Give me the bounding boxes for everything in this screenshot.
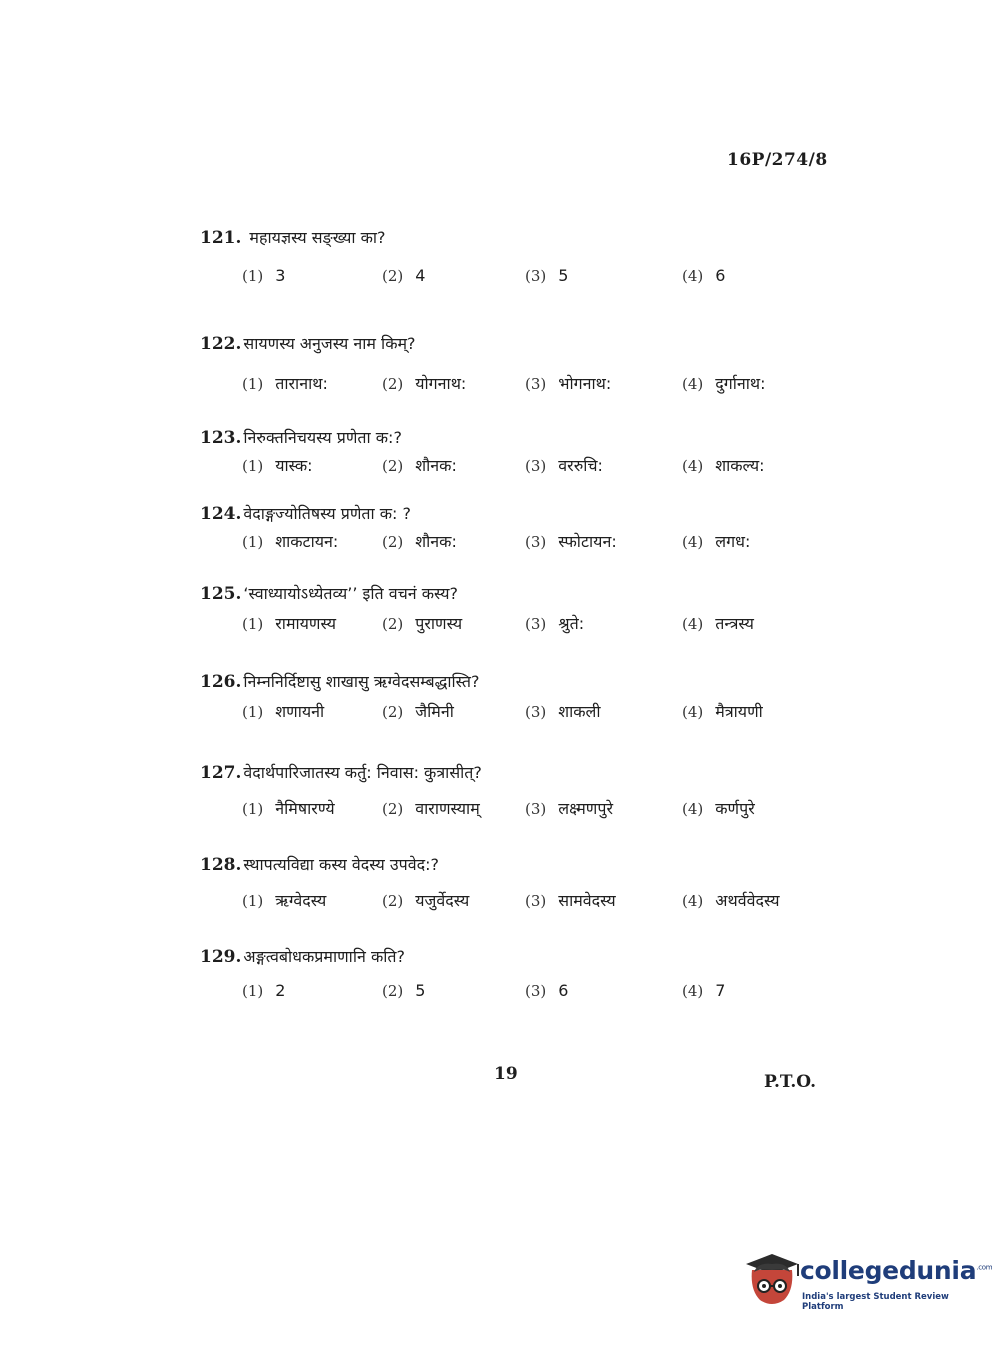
option-3: (3) 5 <box>525 266 569 285</box>
options <box>200 266 840 290</box>
option-2: (2) पुराणस्य <box>382 614 463 633</box>
option-3: (3) श्रुते: <box>525 614 585 633</box>
question-number: 126. <box>200 672 242 692</box>
options <box>200 530 840 554</box>
option-2: (2) यजुर्वेदस्य <box>382 891 470 910</box>
option-4: (4) लगध: <box>682 532 751 551</box>
option-3: (3) वररुचि: <box>525 456 603 475</box>
question-number: 129. <box>200 947 242 967</box>
paper-code: 16P/274/8 <box>727 150 828 170</box>
option-3: (3) सामवेदस्य <box>525 891 616 910</box>
option-1: (1) तारानाथ: <box>242 374 328 393</box>
options <box>200 889 840 913</box>
question-text: ‘स्वाध्यायोऽध्येतव्य’’ इति वचनं कस्य? <box>243 584 459 603</box>
option-2: (2) 5 <box>382 981 426 1000</box>
pto-label: P.T.O. <box>764 1072 816 1092</box>
question-121 <box>200 226 840 290</box>
option-3: (3) स्फोटायन: <box>525 532 617 551</box>
option-4: (4) 7 <box>682 981 726 1000</box>
options <box>200 454 840 478</box>
options <box>200 612 840 636</box>
question-text: वेदार्थपारिजातस्य कर्तु: निवास: कुत्रासीत्? <box>243 763 482 782</box>
question-text: सायणस्य अनुजस्य नाम किम्? <box>243 334 416 353</box>
option-4: (4) शाकल्य: <box>682 456 765 475</box>
question-text: वेदाङ्गज्योतिषस्य प्रणेता क: ? <box>243 504 412 523</box>
logo-wordmark: collegedunia <box>800 1256 977 1285</box>
option-2: (2) शौनक: <box>382 532 457 551</box>
question-125 <box>200 582 840 636</box>
option-3: (3) शाकली <box>525 702 601 721</box>
question-128 <box>200 853 840 913</box>
option-1: (1) शणायनी <box>242 702 325 721</box>
question-123 <box>200 426 840 478</box>
option-1: (1) शाकटायन: <box>242 532 339 551</box>
option-1: (1) 3 <box>242 266 286 285</box>
question-text: महायज्ञस्य सङ्ख्या का? <box>249 228 386 247</box>
option-1: (1) ऋग्वेदस्य <box>242 891 327 910</box>
logo-tm: .com <box>976 1263 993 1272</box>
options <box>200 981 840 1005</box>
options <box>200 372 840 396</box>
option-4: (4) तन्त्रस्य <box>682 614 754 633</box>
option-4: (4) 6 <box>682 266 726 285</box>
question-number: 122. <box>200 334 242 354</box>
option-4: (4) कर्णपुरे <box>682 799 755 818</box>
question-number: 123. <box>200 428 242 448</box>
question-text: निम्ननिर्दिष्टासु शाखासु ऋग्वेदसम्बद्धास्ति? <box>243 672 480 691</box>
question-124 <box>200 502 840 554</box>
question-text: निरुक्तनिचयस्य प्रणेता क:? <box>243 428 402 447</box>
question-number: 124. <box>200 504 242 524</box>
option-4: (4) मैत्रायणी <box>682 702 763 721</box>
options <box>200 700 840 724</box>
option-2: (2) वाराणस्याम् <box>382 799 480 818</box>
question-126 <box>200 670 840 724</box>
question-text: अङ्गत्वबोधकप्रमाणानि कति? <box>243 947 405 966</box>
question-number: 121. <box>200 228 242 248</box>
option-1: (1) नैमिषारण्ये <box>242 799 335 818</box>
option-3: (3) लक्ष्मणपुरे <box>525 799 613 818</box>
option-1: (1) 2 <box>242 981 286 1000</box>
option-2: (2) जैमिनी <box>382 702 454 721</box>
option-3: (3) 6 <box>525 981 569 1000</box>
option-2: (2) 4 <box>382 266 426 285</box>
option-1: (1) रामायणस्य <box>242 614 337 633</box>
option-3: (3) भोगनाथ: <box>525 374 612 393</box>
question-number: 125. <box>200 584 242 604</box>
question-127 <box>200 761 840 821</box>
question-number: 128. <box>200 855 242 875</box>
question-129 <box>200 945 840 1005</box>
option-4: (4) दुर्गानाथ: <box>682 374 766 393</box>
mascot-icon <box>740 1250 802 1314</box>
option-2: (2) योगनाथ: <box>382 374 467 393</box>
option-2: (2) शौनक: <box>382 456 457 475</box>
collegedunia-logo <box>740 1250 993 1314</box>
question-122 <box>200 332 840 396</box>
question-number: 127. <box>200 763 242 783</box>
option-4: (4) अथर्ववेदस्य <box>682 891 780 910</box>
question-text: स्थापत्यविद्या कस्य वेदस्य उपवेद:? <box>243 855 440 874</box>
options <box>200 797 840 821</box>
option-1: (1) यास्क: <box>242 456 313 475</box>
page-number: 19 <box>494 1064 518 1084</box>
logo-tagline: India's largest Student Review Platform <box>802 1292 949 1312</box>
